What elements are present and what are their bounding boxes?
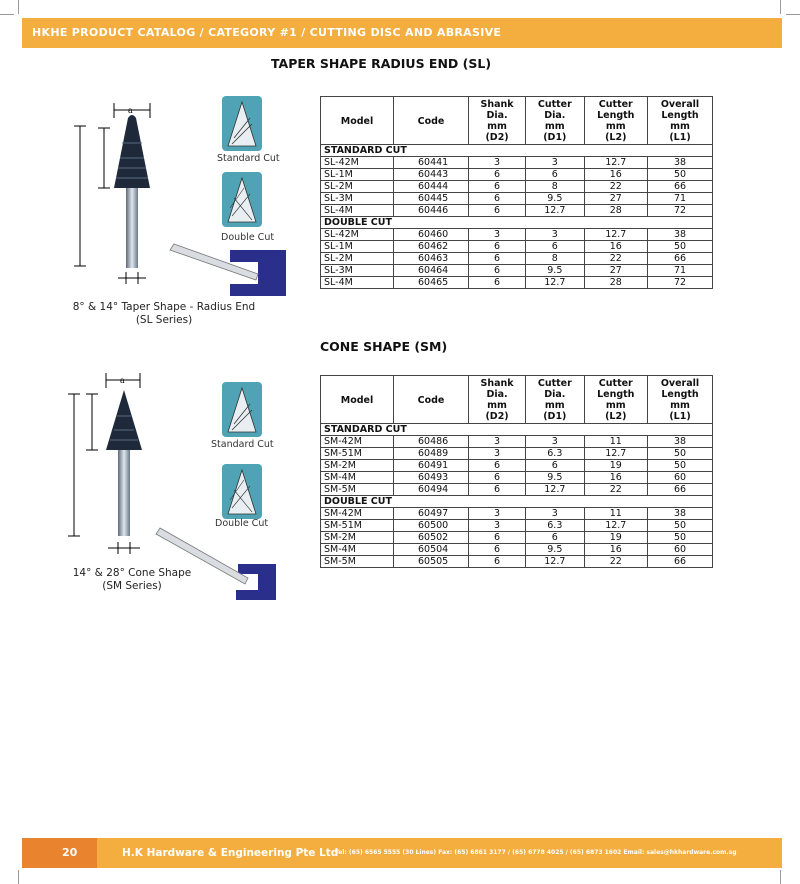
table-header-row	[321, 97, 713, 145]
caption-line-1: 8° & 14° Taper Shape - Radius End	[72, 301, 256, 313]
table-cell: 60462	[394, 241, 469, 253]
column-header-line: Dia.	[544, 389, 566, 400]
column-header	[648, 376, 713, 424]
double-cut-label-sm: Double Cut	[215, 518, 269, 529]
figure-caption-sl	[48, 301, 280, 327]
table-cell: SL-42M	[321, 157, 394, 169]
spec-table-sm	[320, 375, 713, 568]
table-cell: 60464	[394, 265, 469, 277]
table-cell: 12.7	[584, 157, 648, 169]
group-label: STANDARD CUT	[321, 424, 713, 436]
column-header-line: (D2)	[485, 132, 509, 143]
table-row	[321, 241, 713, 253]
table-cell: 12.7	[526, 277, 584, 289]
table-cell: 60443	[394, 169, 469, 181]
table-row	[321, 556, 713, 568]
column-header-line: Dia.	[544, 110, 566, 121]
table-cell: SL-1M	[321, 169, 394, 181]
sl-burr-illustration	[62, 88, 302, 328]
table-cell: 66	[648, 181, 713, 193]
table-row	[321, 544, 713, 556]
table-cell: 6.3	[526, 448, 584, 460]
table-row	[321, 193, 713, 205]
table-cell: 27	[584, 265, 648, 277]
column-header	[526, 376, 584, 424]
table-cell: SL-4M	[321, 205, 394, 217]
table-cell: 22	[584, 253, 648, 265]
table-cell: 50	[648, 520, 713, 532]
crop-mark	[780, 0, 781, 14]
table-cell: 6	[526, 532, 584, 544]
contact-info: Tel: (65) 6565 5555 (30 Lines) Fax: (65) 6861 3177 / (65) 6778 4025 / (65) 6873 1602 Email: sales@hkhardware.com.sg	[335, 849, 737, 856]
table-cell: 50	[648, 241, 713, 253]
table-cell: 16	[584, 169, 648, 181]
table-cell: 6	[469, 193, 526, 205]
table-cell: 60504	[394, 544, 469, 556]
table-cell: SM-42M	[321, 436, 394, 448]
standard-cut-label-sm: Standard Cut	[211, 439, 274, 450]
crop-mark	[18, 870, 19, 884]
table-cell: SM-5M	[321, 556, 394, 568]
table-cell: 3	[469, 157, 526, 169]
svg-text:a: a	[120, 376, 125, 385]
column-header	[584, 97, 648, 145]
table-cell: 6	[469, 472, 526, 484]
table-cell: 60493	[394, 472, 469, 484]
table-cell: 66	[648, 253, 713, 265]
table-cell: 60497	[394, 508, 469, 520]
column-header-line: (D2)	[485, 411, 509, 422]
column-header-line: (D1)	[543, 132, 567, 143]
table-cell: 6	[469, 241, 526, 253]
table-row	[321, 484, 713, 496]
column-header-line: Model	[340, 394, 374, 406]
table-cell: 22	[584, 181, 648, 193]
table-cell: SL-2M	[321, 181, 394, 193]
table-cell: 72	[648, 277, 713, 289]
table-cell: 60491	[394, 460, 469, 472]
table-cell: 60	[648, 544, 713, 556]
table-cell: 60502	[394, 532, 469, 544]
table-cell: 6	[469, 277, 526, 289]
table-cell: 12.7	[526, 205, 584, 217]
table-cell: 3	[469, 229, 526, 241]
table-cell: 60	[648, 472, 713, 484]
svg-text:a: a	[128, 106, 133, 115]
column-header	[469, 97, 526, 145]
table-cell: 16	[584, 544, 648, 556]
table-cell: 6	[526, 241, 584, 253]
table-cell: 71	[648, 265, 713, 277]
table-cell: 22	[584, 556, 648, 568]
column-header-line: Length	[661, 389, 699, 400]
caption-line-2: (SM Series)	[102, 580, 162, 592]
column-header-line: Cutter	[537, 378, 572, 389]
column-header-line: Model	[340, 115, 374, 127]
crop-mark	[18, 0, 19, 14]
company-name: H.K Hardware & Engineering Pte Ltd	[122, 847, 339, 859]
table-cell: SL-2M	[321, 253, 394, 265]
table-cell: SL-4M	[321, 277, 394, 289]
table-cell: 12.7	[526, 484, 584, 496]
table-cell: 12.7	[584, 448, 648, 460]
column-header-line: (L1)	[669, 411, 691, 422]
table-cell: SL-3M	[321, 265, 394, 277]
column-header-line: Dia.	[486, 110, 508, 121]
table-cell: 38	[648, 229, 713, 241]
column-header-line: Shank	[480, 99, 514, 110]
table-cell: 6	[469, 460, 526, 472]
table-cell: 60494	[394, 484, 469, 496]
table-cell: 60505	[394, 556, 469, 568]
column-header-line: (D1)	[543, 411, 567, 422]
column-header	[648, 97, 713, 145]
table-cell: 6	[469, 544, 526, 556]
column-header	[584, 376, 648, 424]
column-header-line: Dia.	[486, 389, 508, 400]
table-cell: 6	[469, 532, 526, 544]
table-cell: 6	[469, 253, 526, 265]
column-header	[321, 376, 394, 424]
table-cell: SM-51M	[321, 448, 394, 460]
column-header-line: Cutter	[537, 99, 572, 110]
header-title: HKHE PRODUCT CATALOG / CATEGORY #1 / CUTTING DISC AND ABRASIVE	[32, 26, 502, 39]
table-cell: 8	[526, 253, 584, 265]
table-cell: 12.7	[584, 520, 648, 532]
table-cell: 60445	[394, 193, 469, 205]
column-header-line: Length	[661, 110, 699, 121]
table-cell: SM-4M	[321, 544, 394, 556]
table-cell: SM-2M	[321, 460, 394, 472]
table-cell: 66	[648, 556, 713, 568]
table-cell: 6	[469, 556, 526, 568]
table-cell: SM-4M	[321, 472, 394, 484]
section-title-sm: CONE SHAPE (SM)	[320, 339, 448, 354]
table-cell: 9.5	[526, 472, 584, 484]
table-cell: 8	[526, 181, 584, 193]
group-label: DOUBLE CUT	[321, 496, 713, 508]
table-cell: 9.5	[526, 544, 584, 556]
column-header-line: mm	[670, 121, 690, 132]
table-cell: 72	[648, 205, 713, 217]
table-row	[321, 169, 713, 181]
column-header-line: Cutter	[598, 99, 633, 110]
column-header	[321, 97, 394, 145]
column-header	[394, 376, 469, 424]
table-cell: 16	[584, 472, 648, 484]
column-header-line: mm	[487, 400, 507, 411]
column-header-line: Overall	[660, 99, 700, 110]
column-header	[394, 97, 469, 145]
table-cell: 12.7	[584, 229, 648, 241]
column-header-line: Code	[417, 115, 445, 127]
column-header-line: Code	[417, 394, 445, 406]
table-row	[321, 508, 713, 520]
table-cell: 28	[584, 277, 648, 289]
table-cell: 3	[469, 520, 526, 532]
table-cell: 38	[648, 157, 713, 169]
table-cell: 6	[469, 205, 526, 217]
table-cell: 3	[469, 436, 526, 448]
table-cell: SL-1M	[321, 241, 394, 253]
table-cell: 11	[584, 508, 648, 520]
figure-caption-sm	[52, 567, 212, 593]
table-cell: 71	[648, 193, 713, 205]
table-cell: 66	[648, 484, 713, 496]
column-header-line: (L1)	[669, 132, 691, 143]
table-row	[321, 472, 713, 484]
table-cell: 60486	[394, 436, 469, 448]
footer-bar	[22, 838, 782, 868]
column-header-line: Overall	[660, 378, 700, 389]
table-cell: 50	[648, 448, 713, 460]
table-row	[321, 265, 713, 277]
double-cut-label-sl: Double Cut	[221, 232, 275, 243]
table-row	[321, 229, 713, 241]
table-cell: 6	[526, 169, 584, 181]
table-cell: 60500	[394, 520, 469, 532]
page-number-box	[22, 838, 97, 868]
table-row	[321, 448, 713, 460]
group-label: DOUBLE CUT	[321, 217, 713, 229]
table-cell: 50	[648, 169, 713, 181]
table-cell: SL-42M	[321, 229, 394, 241]
crop-mark	[786, 14, 800, 15]
table-cell: 9.5	[526, 265, 584, 277]
table-cell: 60444	[394, 181, 469, 193]
table-cell: 11	[584, 436, 648, 448]
table-cell: 3	[526, 229, 584, 241]
table-cell: 38	[648, 508, 713, 520]
table-cell: 12.7	[526, 556, 584, 568]
table-row	[321, 532, 713, 544]
group-row	[321, 145, 713, 157]
table-cell: 60489	[394, 448, 469, 460]
table-cell: 38	[648, 436, 713, 448]
table-cell: 6	[469, 181, 526, 193]
column-header-line: mm	[605, 121, 626, 132]
table-cell: 6	[469, 265, 526, 277]
header-bar	[22, 18, 782, 48]
group-label: STANDARD CUT	[321, 145, 713, 157]
column-header-line: (L2)	[605, 411, 627, 422]
table-cell: 60446	[394, 205, 469, 217]
table-cell: 60463	[394, 253, 469, 265]
spec-table-sl	[320, 96, 713, 289]
table-row	[321, 436, 713, 448]
crop-mark	[0, 14, 14, 15]
table-cell: 19	[584, 532, 648, 544]
table-cell: 3	[526, 157, 584, 169]
column-header	[526, 97, 584, 145]
section-title-sl: TAPER SHAPE RADIUS END (SL)	[271, 56, 492, 71]
column-header-line: mm	[544, 400, 565, 411]
table-cell: SM-51M	[321, 520, 394, 532]
table-cell: 6	[469, 484, 526, 496]
table-cell: 3	[526, 436, 584, 448]
table-cell: 27	[584, 193, 648, 205]
table-cell: 6.3	[526, 520, 584, 532]
table-cell: 3	[469, 508, 526, 520]
column-header-line: Cutter	[598, 378, 633, 389]
table-row	[321, 181, 713, 193]
column-header-line: mm	[605, 400, 626, 411]
table-cell: 19	[584, 460, 648, 472]
page-number: 20	[62, 846, 78, 859]
standard-cut-label-sl: Standard Cut	[217, 153, 280, 164]
table-cell: 6	[469, 169, 526, 181]
table-cell: 22	[584, 484, 648, 496]
table-cell: SM-2M	[321, 532, 394, 544]
column-header-line: mm	[670, 400, 690, 411]
table-cell: 60441	[394, 157, 469, 169]
caption-line-2: (SL Series)	[135, 314, 193, 326]
table-cell: 6	[526, 460, 584, 472]
table-cell: 60460	[394, 229, 469, 241]
table-cell: 16	[584, 241, 648, 253]
column-header-line: (L2)	[605, 132, 627, 143]
table-cell: SM-42M	[321, 508, 394, 520]
table-cell: 3	[526, 508, 584, 520]
column-header	[469, 376, 526, 424]
table-cell: SL-3M	[321, 193, 394, 205]
table-row	[321, 253, 713, 265]
table-cell: 9.5	[526, 193, 584, 205]
table-row	[321, 157, 713, 169]
table-row	[321, 205, 713, 217]
group-row	[321, 217, 713, 229]
column-header-line: Length	[597, 389, 635, 400]
table-cell: SM-5M	[321, 484, 394, 496]
group-row	[321, 496, 713, 508]
table-cell: 50	[648, 532, 713, 544]
table-row	[321, 460, 713, 472]
table-header-row	[321, 376, 713, 424]
group-row	[321, 424, 713, 436]
column-header-line: Length	[597, 110, 635, 121]
column-header-line: Shank	[480, 378, 514, 389]
caption-line-1: 14° & 28° Cone Shape	[72, 567, 192, 579]
column-header-line: mm	[544, 121, 565, 132]
column-header-line: mm	[487, 121, 507, 132]
table-cell: 28	[584, 205, 648, 217]
table-row	[321, 277, 713, 289]
crop-mark	[780, 870, 781, 884]
table-cell: 3	[469, 448, 526, 460]
table-cell: 50	[648, 460, 713, 472]
table-row	[321, 520, 713, 532]
table-cell: 60465	[394, 277, 469, 289]
